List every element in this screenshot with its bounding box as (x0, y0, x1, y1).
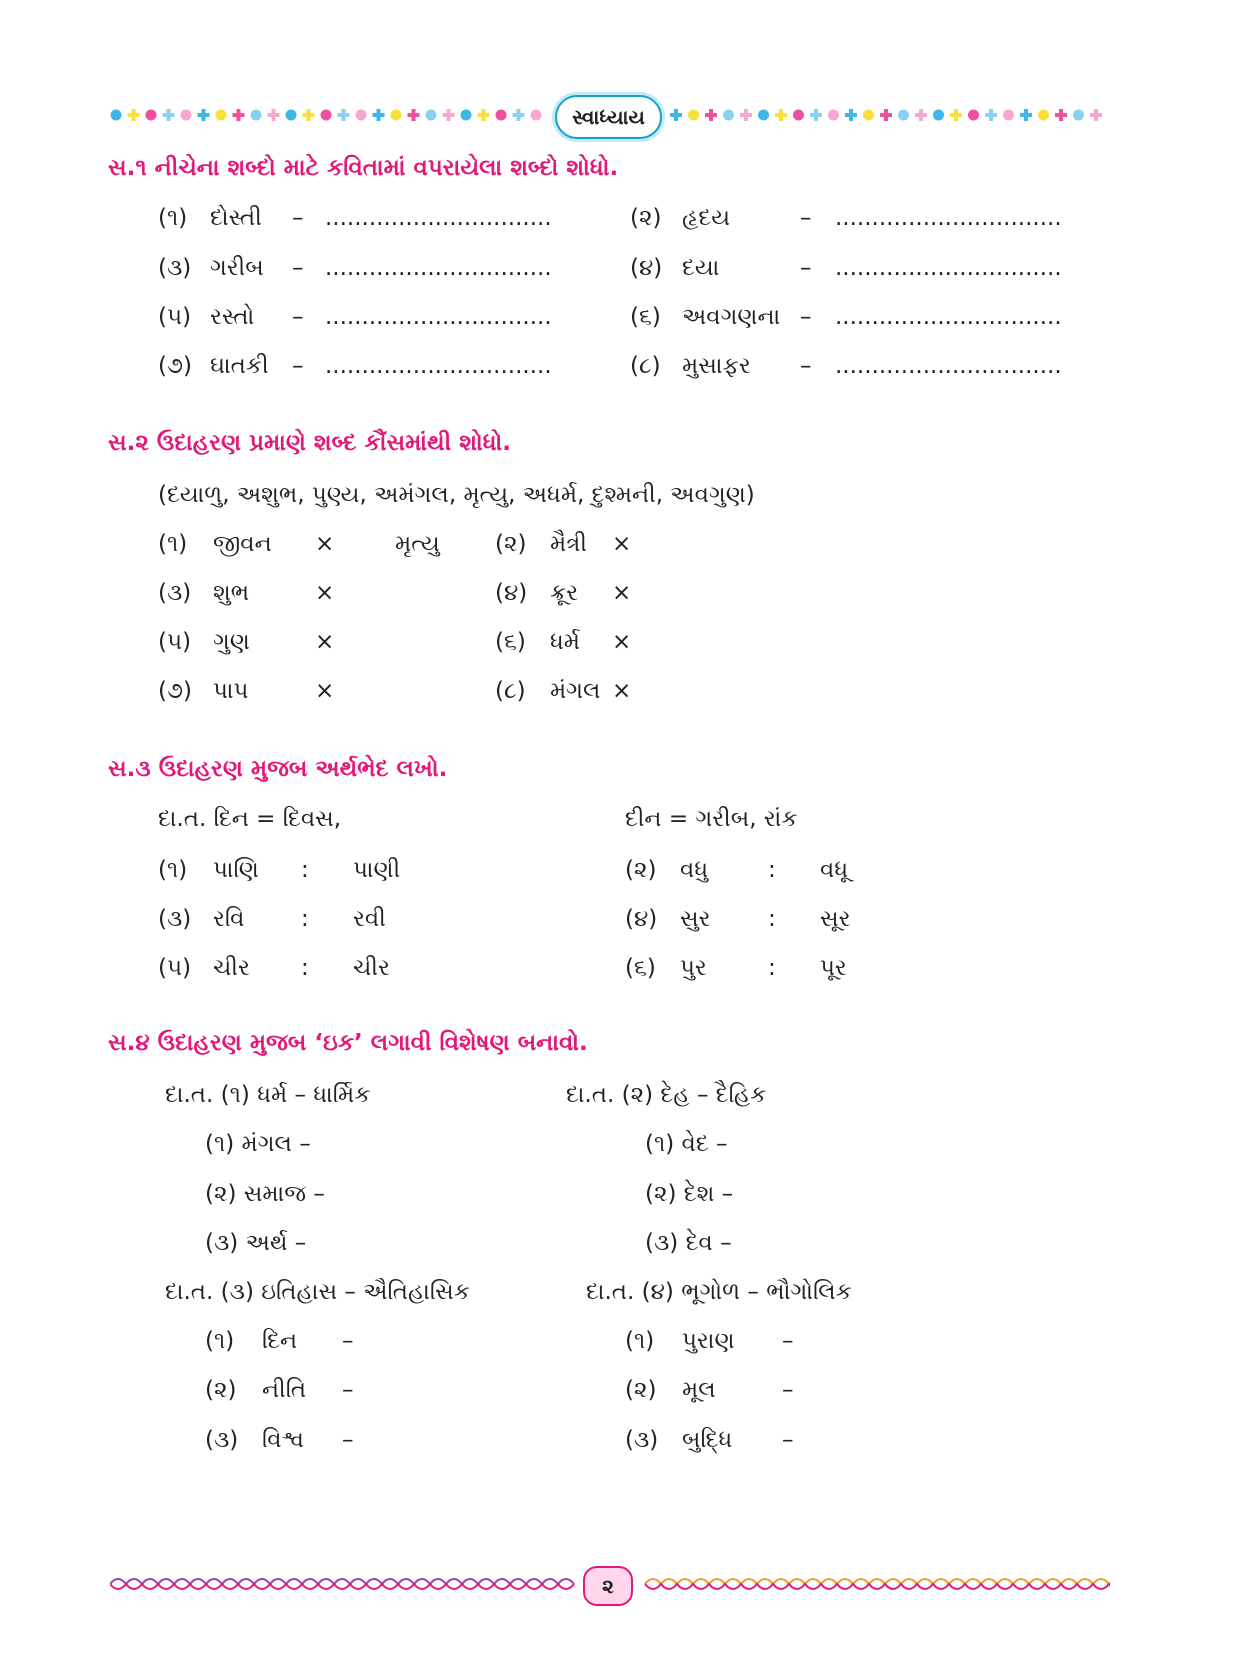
q1-item-word: દયા (682, 255, 720, 281)
q3-item-number: (૩) (158, 906, 192, 932)
border-wave (110, 1584, 574, 1589)
border-dot (723, 110, 734, 121)
q1-item-word: ગરીબ (210, 255, 264, 281)
border-cross (478, 109, 490, 121)
q4-group4-number: (૧) (625, 1328, 655, 1354)
q4-group3-word: વિશ્વ (262, 1427, 304, 1453)
q1-item-dash: – (292, 353, 304, 379)
border-dot (496, 110, 507, 121)
q3-example-right: દીન = ગરીબ, રાંક (625, 806, 798, 832)
border-cross (233, 109, 245, 121)
border-cross (163, 109, 175, 121)
q3-item-word-a: વધુ (680, 857, 709, 883)
border-dot (251, 110, 262, 121)
border-cross (443, 109, 455, 121)
q4-example-2: દા.ત. (૨) દેહ – દૈહિક (566, 1082, 767, 1108)
border-dot (1003, 110, 1014, 121)
border-cross (513, 109, 525, 121)
q2-item-word: પાપ (213, 678, 249, 704)
q2-item-word: જીવન (213, 531, 272, 557)
border-cross (338, 109, 350, 121)
border-dot (933, 110, 944, 121)
q1-item-word: હૃદય (682, 205, 731, 231)
q2-item-cross: × (612, 678, 632, 704)
q4-group4-word: બુદ્ધિ (682, 1427, 733, 1453)
q2-options: (દયાળુ, અશુભ, પુણ્ય, અમંગલ, મૃત્યુ, અધર્મ, દુશ્મની, અવગુણ) (158, 482, 755, 508)
q2-item-number: (૮) (495, 678, 526, 704)
q1-item-blank: ............................... (325, 353, 552, 379)
q3-item-number: (૬) (625, 955, 656, 981)
q2-item-cross: × (315, 629, 335, 655)
q2-item-number: (૧) (158, 531, 188, 557)
q1-item-blank: ............................... (835, 205, 1062, 231)
border-dot (1038, 110, 1049, 121)
border-dot (758, 110, 769, 121)
q3-item-word-b: ચીર (353, 955, 390, 981)
border-cross (408, 109, 420, 121)
border-dot (356, 110, 367, 121)
border-dot (828, 110, 839, 121)
q1-item-word: અવગણના (682, 304, 781, 330)
q2-item-cross: × (612, 629, 632, 655)
q3-item-word-b: સૂર (820, 906, 851, 932)
q2-item-number: (૪) (495, 580, 528, 606)
q2-item-cross: × (315, 678, 335, 704)
q3-item-colon: : (301, 857, 309, 883)
q4-group2-item: (૨) દેશ – (645, 1181, 734, 1207)
q1-item-dash: – (800, 304, 812, 330)
q3-item-word-a: રવિ (213, 906, 245, 932)
q3-item-number: (૫) (158, 955, 192, 981)
q4-group4-word: પુરાણ (682, 1328, 735, 1354)
q4-group1-item: (૧) મંગલ – (205, 1131, 311, 1157)
q3-item-word-b: પાણી (353, 857, 401, 883)
border-cross (373, 109, 385, 121)
q4-group3-number: (૩) (205, 1427, 239, 1453)
q3-item-word-a: સુર (680, 906, 711, 932)
border-dot (531, 110, 542, 121)
q3-item-word-a: પાણિ (213, 857, 259, 883)
q3-item-word-b: વધૂ (820, 857, 849, 883)
border-dot (181, 110, 192, 121)
border-cross (915, 109, 927, 121)
q4-group3-dash: – (342, 1427, 354, 1453)
q4-group4-dash: – (782, 1328, 794, 1354)
q4-group4-number: (૨) (625, 1377, 657, 1403)
border-cross (268, 109, 280, 121)
q2-item-word: મંગલ (550, 678, 601, 704)
q1-item-word: મુસાફર (682, 353, 751, 379)
q3-item-number: (૧) (158, 857, 188, 883)
q2-item-word: મૈત્રી (550, 531, 587, 557)
q2-heading: સ.૨ ઉદાહરણ પ્રમાણે શબ્દ કૌંસમાંથી શોધો. (108, 430, 512, 456)
border-dot (216, 110, 227, 121)
q3-item-colon: : (768, 857, 776, 883)
q2-item-number: (૨) (495, 531, 527, 557)
q1-item-dash: – (292, 255, 304, 281)
q3-item-word-b: પૂર (820, 955, 847, 981)
section-title: સ્વાધ્યાય (572, 105, 645, 129)
q2-item-cross: × (315, 531, 335, 557)
border-cross (810, 109, 822, 121)
border-dot (898, 110, 909, 121)
border-dot (286, 110, 297, 121)
q3-item-word-a: પુર (680, 955, 707, 981)
q2-item-word: શુભ (213, 580, 250, 606)
q2-item-answer: મૃત્યુ (395, 531, 440, 557)
border-cross (705, 109, 717, 121)
border-cross (985, 109, 997, 121)
border-cross (128, 109, 140, 121)
border-wave (645, 1579, 1110, 1584)
q3-item-word-a: ચીર (213, 955, 250, 981)
border-dot (1073, 110, 1084, 121)
border-dot (688, 110, 699, 121)
q4-group4-number: (૩) (625, 1427, 659, 1453)
q1-item-dash: – (800, 353, 812, 379)
q1-item-blank: ............................... (835, 255, 1062, 281)
q4-heading: સ.૪ ઉદાહરણ મુજબ ‘ઇક’ લગાવી વિશેષણ બનાવો. (108, 1030, 588, 1056)
border-cross (198, 109, 210, 121)
q3-item-number: (૨) (625, 857, 657, 883)
border-cross (670, 109, 682, 121)
border-dot (111, 110, 122, 121)
border-dot (968, 110, 979, 121)
q3-item-word-b: રવી (353, 906, 386, 932)
q4-group4-dash: – (782, 1377, 794, 1403)
q1-item-dash: – (800, 205, 812, 231)
q1-item-dash: – (292, 304, 304, 330)
q4-group2-item: (૧) વેદ – (645, 1131, 728, 1157)
q3-item-colon: : (301, 955, 309, 981)
border-wave (645, 1584, 1110, 1589)
q1-item-number: (૪) (630, 255, 663, 281)
border-cross (775, 109, 787, 121)
q3-item-colon: : (301, 906, 309, 932)
border-cross (950, 109, 962, 121)
q3-heading: સ.૩ ઉદાહરણ મુજબ અર્થભેદ લખો. (108, 756, 448, 782)
section-title-badge (555, 95, 662, 139)
q2-item-cross: × (612, 531, 632, 557)
q1-item-number: (૫) (158, 304, 192, 330)
border-wave (110, 1579, 574, 1584)
q2-item-word: ધર્મ (550, 629, 581, 655)
q1-item-blank: ............................... (325, 205, 552, 231)
q1-item-number: (૬) (630, 304, 661, 330)
q1-item-word: રસ્તો (210, 304, 255, 330)
border-cross (303, 109, 315, 121)
page-number: ૨ (602, 1574, 614, 1598)
q4-example-3: દા.ત. (૩) ઇતિહાસ – ઐતિહાસિક (165, 1279, 470, 1305)
q4-example-1: દા.ત. (૧) ધર્મ – ધાર્મિક (165, 1082, 371, 1108)
q4-group3-word: દિન (262, 1328, 298, 1354)
q4-group1-item: (૨) સમાજ – (205, 1181, 325, 1207)
border-dot (793, 110, 804, 121)
q2-item-number: (૫) (158, 629, 192, 655)
border-dot (863, 110, 874, 121)
q3-item-number: (૪) (625, 906, 658, 932)
q1-item-number: (૩) (158, 255, 192, 281)
q4-group4-word: મૂલ (682, 1377, 716, 1403)
border-cross (845, 109, 857, 121)
q4-group3-dash: – (342, 1328, 354, 1354)
q3-example-left: દા.ત. દિન = દિવસ, (158, 806, 342, 832)
q4-group1-item: (૩) અર્થ – (205, 1230, 307, 1256)
q1-item-blank: ............................... (835, 304, 1062, 330)
q4-group4-dash: – (782, 1427, 794, 1453)
border-dot (461, 110, 472, 121)
q3-item-colon: : (768, 955, 776, 981)
border-cross (1090, 109, 1102, 121)
q4-group3-word: નીતિ (262, 1377, 307, 1403)
q1-item-number: (૮) (630, 353, 661, 379)
q2-item-cross: × (612, 580, 632, 606)
border-dot (391, 110, 402, 121)
q2-item-number: (૬) (495, 629, 526, 655)
border-dot (146, 110, 157, 121)
q1-item-number: (૭) (158, 353, 192, 379)
q1-heading: સ.૧ નીચેના શબ્દો માટે કવિતામાં વપરાયેલા શબ્દો શોધો. (108, 155, 619, 181)
border-cross (880, 109, 892, 121)
q4-example-4: દા.ત. (૪) ભૂગોળ – ભૌગોલિક (586, 1279, 852, 1305)
q1-item-number: (૨) (630, 205, 662, 231)
q1-item-dash: – (800, 255, 812, 281)
q4-group3-dash: – (342, 1377, 354, 1403)
q1-item-blank: ............................... (325, 255, 552, 281)
q4-group3-number: (૨) (205, 1377, 237, 1403)
border-cross (1020, 109, 1032, 121)
q1-item-dash: – (292, 205, 304, 231)
border-dot (426, 110, 437, 121)
q1-item-word: ઘાતકી (210, 353, 269, 379)
border-dot (321, 110, 332, 121)
q1-item-number: (૧) (158, 205, 188, 231)
q1-item-blank: ............................... (835, 353, 1062, 379)
q2-item-word: ગુણ (213, 629, 250, 655)
q1-item-word: દોસ્તી (210, 205, 262, 231)
page-number-badge (583, 1566, 633, 1606)
q2-item-cross: × (315, 580, 335, 606)
q3-item-colon: : (768, 906, 776, 932)
q1-item-blank: ............................... (325, 304, 552, 330)
border-cross (1055, 109, 1067, 121)
border-cross (740, 109, 752, 121)
q2-item-number: (૭) (158, 678, 192, 704)
q2-item-word: ક્રૂર (550, 580, 579, 606)
q4-group2-item: (૩) દેવ – (645, 1230, 732, 1256)
q4-group3-number: (૧) (205, 1328, 235, 1354)
q2-item-number: (૩) (158, 580, 192, 606)
